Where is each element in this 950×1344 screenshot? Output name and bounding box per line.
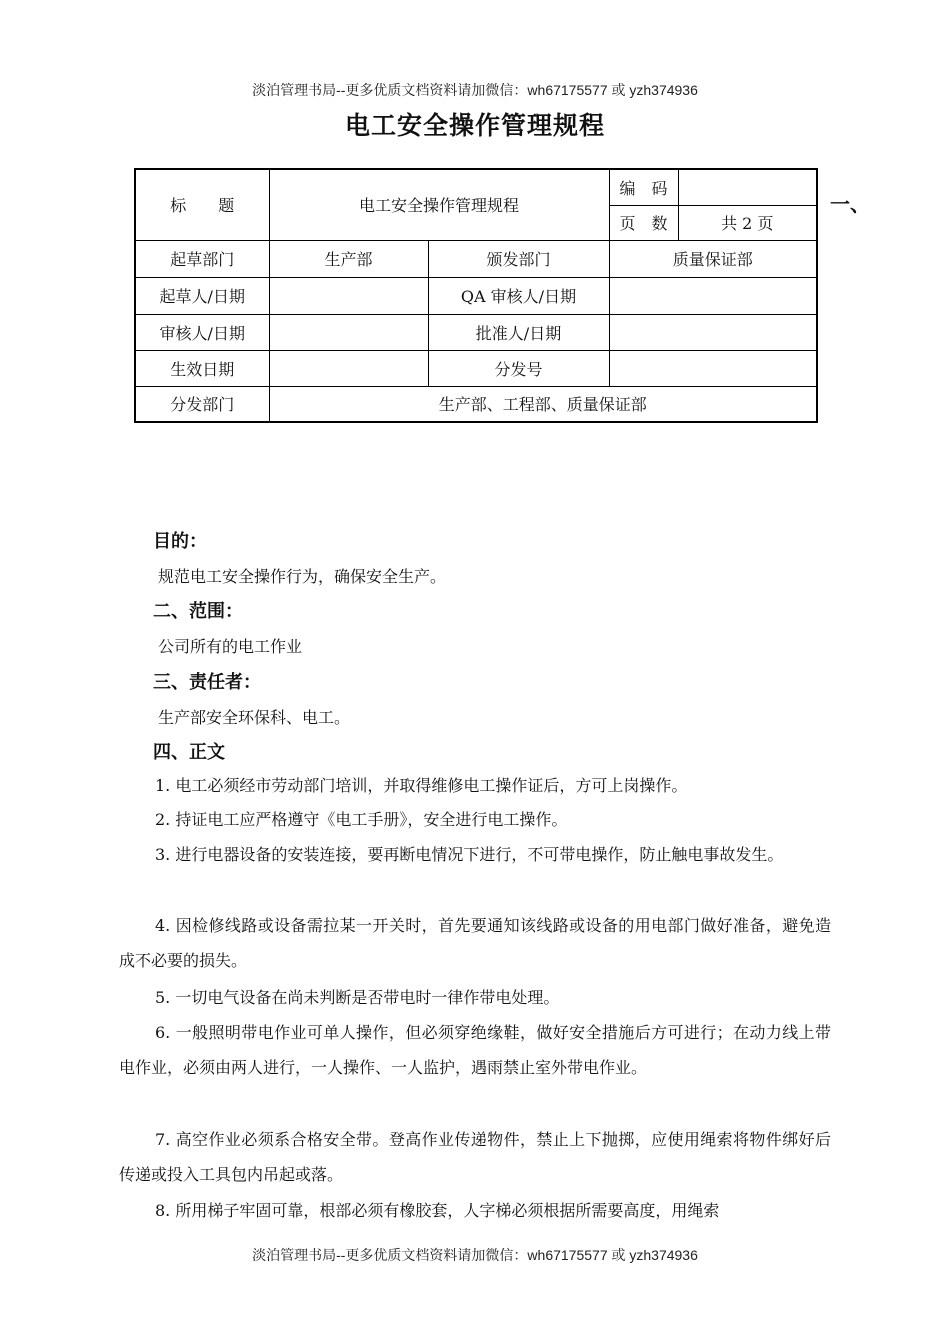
footer-note: 淡泊管理书局--更多优质文档资料请加微信：wh67175577 或 yzh374936: [252, 1247, 698, 1263]
qa-label: QA 审核人/日期: [428, 277, 609, 314]
code-label: 编 码: [609, 169, 678, 205]
reviewer-value: [269, 314, 428, 350]
rule-item-8: 8. 所用梯子牢固可靠，根部必须有橡胶套，人字梯必须根据所需要高度，用绳索: [155, 1201, 720, 1220]
dist-no-label: 分发号: [428, 350, 609, 386]
approver-value: [609, 314, 817, 350]
rule-item-1: 1. 电工必须经市劳动部门培训，并取得维修电工操作证后，方可上岗操作。: [155, 776, 688, 795]
issue-dept-value: 质量保证部: [609, 240, 817, 277]
rule-item-5: 5. 一切电气设备在尚未判断是否带电时一律作带电处理。: [155, 988, 560, 1007]
scope-heading: 二、范围：: [153, 601, 243, 622]
qa-value: [609, 277, 817, 314]
rule-item-4: 4. 因检修线路或设备需拉某一开关时，首先要通知该线路或设备的用电部门做好准备，避免造成不必要的损失。: [119, 916, 831, 970]
rule-item-3: 3. 进行电器设备的安装连接，要再断电情况下进行，不可带电操作，防止触电事故发生。: [155, 845, 784, 864]
dist-no-value: [609, 350, 817, 386]
pages-label: 页 数: [609, 205, 678, 240]
draft-dept-label: 起草部门: [135, 240, 269, 277]
purpose-heading: 目的：: [153, 531, 207, 552]
pages-value: 共 2 页: [678, 205, 817, 240]
dist-dept-label: 分发部门: [135, 386, 269, 422]
dist-dept-value: 生产部、工程部、质量保证部: [269, 386, 817, 422]
title-value: 电工安全操作管理规程: [269, 169, 609, 240]
document-info-table: [134, 168, 818, 423]
reviewer-label: 审核人/日期: [135, 314, 269, 350]
draft-dept-value: 生产部: [269, 240, 428, 277]
document-title: 电工安全操作管理规程: [344, 111, 605, 140]
rule-item-6: 6. 一般照明带电作业可单人操作，但必须穿绝缘鞋，做好安全措施后方可进行；在动力线上带电作业，必须由两人进行，一人操作、一人监护，遇雨禁止室外带电作业。: [119, 1023, 831, 1077]
rule-item-2: 2. 持证电工应严格遵守《电工手册》，安全进行电工操作。: [155, 810, 568, 829]
responsibility-heading: 三、责任者：: [153, 672, 261, 693]
margin-mark: 一、: [830, 192, 870, 216]
effective-value: [269, 350, 428, 386]
header-note: 淡泊管理书局--更多优质文档资料请加微信：wh67175577 或 yzh374936: [252, 82, 698, 98]
drafter-label: 起草人/日期: [135, 277, 269, 314]
code-value: [678, 169, 817, 205]
effective-label: 生效日期: [135, 350, 269, 386]
scope-text: 公司所有的电工作业: [158, 637, 303, 656]
body-heading: 四、正文: [153, 742, 225, 763]
responsibility-text: 生产部安全环保科、电工。: [158, 708, 351, 727]
drafter-value: [269, 277, 428, 314]
approver-label: 批准人/日期: [428, 314, 609, 350]
issue-dept-label: 颁发部门: [428, 240, 609, 277]
title-label: 标 题: [135, 169, 269, 240]
purpose-text: 规范电工安全操作行为，确保安全生产。: [158, 567, 447, 586]
rule-item-7: 7. 高空作业必须系合格安全带。登高作业传递物件，禁止上下抛掷，应使用绳索将物件绑好后传递或投入工具包内吊起或落。: [119, 1130, 831, 1184]
